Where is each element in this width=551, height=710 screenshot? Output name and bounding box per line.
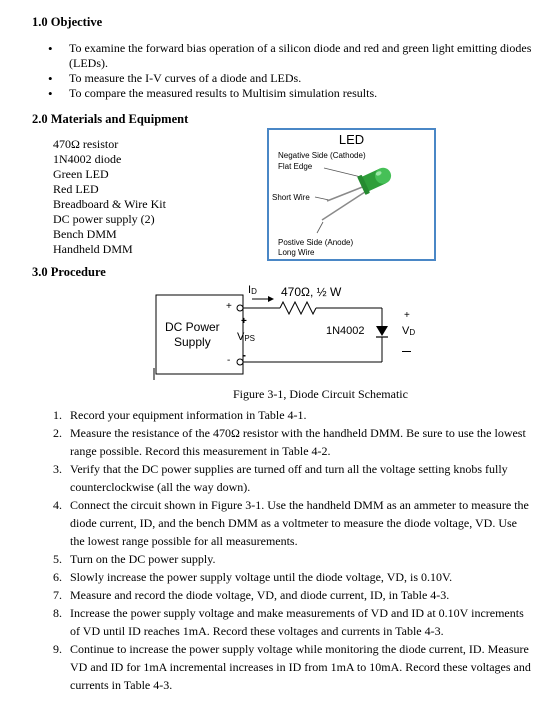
material-item: 1N4002 diode bbox=[53, 152, 122, 166]
vd-main: V bbox=[402, 325, 410, 337]
figure-caption: Figure 3-1, Diode Circuit Schematic bbox=[233, 387, 408, 401]
vps-main: V bbox=[237, 331, 245, 343]
objective-list bbox=[32, 41, 537, 101]
procedure-heading: 3.0 Procedure bbox=[32, 265, 106, 279]
procedure-step: 4. Connect the circuit shown in Figure 3-1. Use the handheld DMM as an ammeter to measure the diode current, ID, and the bench DMM as a voltmeter to measure the diode voltage, VD. Use the lowest range possible for all measurements. bbox=[53, 498, 529, 548]
led-figure bbox=[267, 128, 436, 261]
vd-plus: + bbox=[404, 310, 410, 321]
vd-sub: D bbox=[409, 328, 416, 337]
vd-minus bbox=[402, 351, 411, 352]
led-title: LED bbox=[338, 132, 365, 147]
material-item: DC power supply (2) bbox=[53, 212, 155, 226]
material-item: Red LED bbox=[53, 182, 99, 196]
supply-plus-terminal-label: + bbox=[226, 301, 232, 312]
procedure-step: 1. Record your equipment information in Table 4-1. bbox=[53, 408, 307, 422]
led-short-wire-label: Short Wire bbox=[272, 193, 310, 202]
supply-label-line1: DC Power bbox=[165, 320, 220, 334]
current-sub: D bbox=[251, 287, 257, 296]
procedure-step: 6. Slowly increase the power supply voltage until the diode voltage, VD, is 0.10V. bbox=[53, 570, 453, 584]
materials-heading: 2.0 Materials and Equipment bbox=[32, 112, 189, 126]
supply-minus-terminal-label: - bbox=[227, 355, 231, 366]
vps-minus: - bbox=[242, 348, 246, 362]
procedure-step: 9. Continue to increase the power supply voltage while monitoring the diode current, ID. Measure VD and ID for 1mA incremental increases in ID from 1mA to 10mA. Record these voltages and currents in Table 4-3. bbox=[53, 642, 531, 692]
material-item: Bench DMM bbox=[53, 227, 117, 241]
procedure-steps bbox=[0, 406, 551, 694]
material-item: Green LED bbox=[53, 167, 109, 181]
procedure-step: 7. Measure and record the diode voltage, VD, and diode current, ID, in Table 4-3. bbox=[53, 588, 450, 602]
supply-label-line2: Supply bbox=[174, 335, 211, 349]
material-item: Breadboard & Wire Kit bbox=[53, 197, 166, 211]
objective-heading: 1.0 Objective bbox=[32, 15, 103, 29]
led-negative-label: Negative Side (Cathode) bbox=[278, 151, 366, 160]
resistor-label: 470Ω, ½ W bbox=[281, 285, 342, 299]
material-item: 470Ω resistor bbox=[53, 137, 119, 151]
objective-item: • To examine the forward bias operation of a silicon diode and red and green light emitting diodes (LEDs). bbox=[32, 41, 537, 71]
procedure-step: 2. Measure the resistance of the 470Ω resistor with the handheld DMM. Be sure to use the lowest range possible. Record this measurement in Table 4-2. bbox=[53, 426, 526, 458]
current-main: I bbox=[248, 284, 252, 296]
led-illustration bbox=[269, 130, 434, 259]
materials-list bbox=[53, 137, 166, 257]
procedure-step: 3. Verify that the DC power supplies are turned off and turn all the voltage setting knobs fully counterclockwise (all the way down). bbox=[53, 462, 508, 494]
diode-label: 1N4002 bbox=[326, 325, 365, 337]
current-label bbox=[248, 284, 257, 296]
circuit-schematic bbox=[150, 280, 440, 385]
material-item: Handheld DMM bbox=[53, 242, 133, 256]
vps-sub: PS bbox=[244, 334, 256, 343]
led-flat-edge-label: Flat Edge bbox=[278, 162, 313, 171]
procedure-step: 5. Turn on the DC power supply. bbox=[53, 552, 216, 566]
vd-label bbox=[402, 325, 415, 337]
procedure-step: 8. Increase the power supply voltage and make measurements of VD and ID at 0.10V increments of VD until ID reaches 1mA. Record these voltages and currents in Table 4-3. bbox=[53, 606, 524, 638]
vps-plus: + bbox=[241, 316, 247, 327]
objective-item: • To measure the I-V curves of a diode and LEDs. bbox=[32, 71, 537, 86]
objective-item: • To compare the measured results to Multisim simulation results. bbox=[32, 86, 537, 101]
led-long-wire-label: Long Wire bbox=[278, 248, 315, 257]
vps-label bbox=[237, 331, 255, 343]
led-positive-label: Postive Side (Anode) bbox=[278, 238, 354, 247]
